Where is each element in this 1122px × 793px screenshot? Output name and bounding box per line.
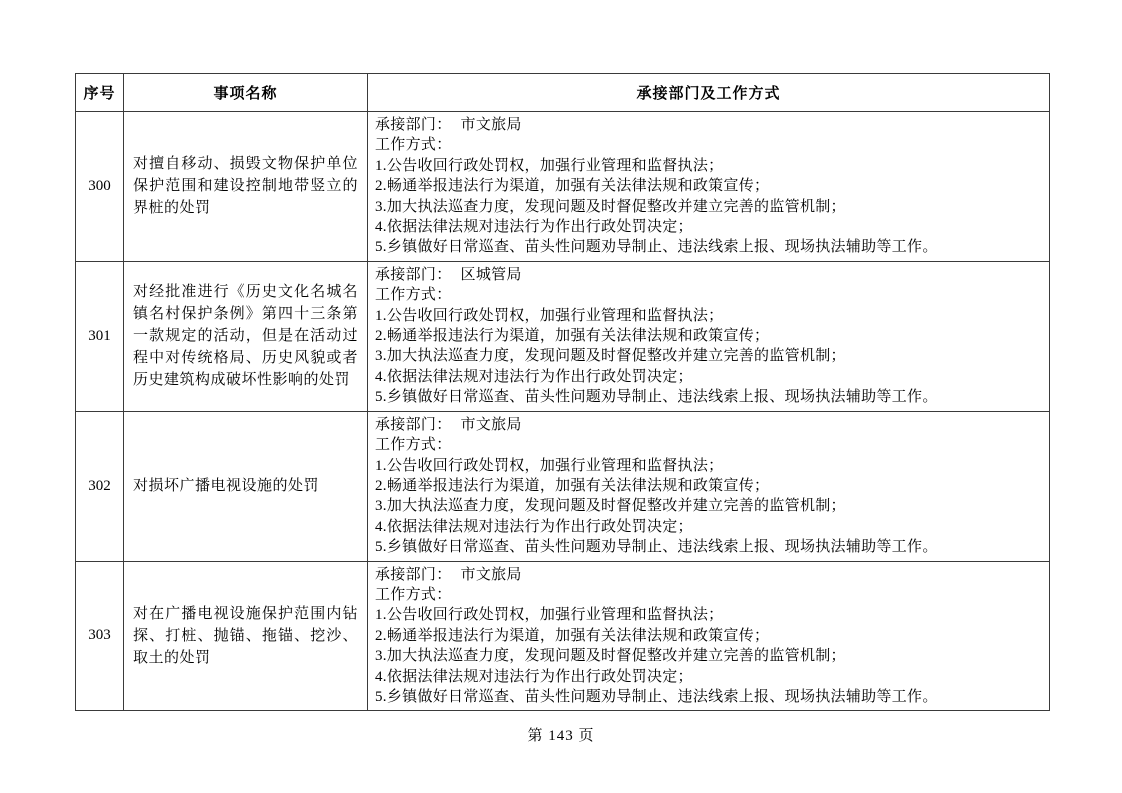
- work-method-label: 工作方式：: [375, 137, 452, 154]
- row-detail: [368, 561, 1050, 711]
- row-detail: [368, 112, 1050, 262]
- page-number: 第 143 页: [527, 728, 595, 744]
- row-serial: 302: [76, 411, 124, 561]
- work-method-item: 2.畅通举报违法行为渠道，加强有关法律法规和政策宣传；: [375, 178, 770, 195]
- work-method-item: 5.乡镇做好日常巡查、苗头性问题劝导制止、违法线索上报、现场执法辅助等工作。: [375, 239, 938, 256]
- table-row: [76, 112, 1050, 262]
- col-header-item-name: 事项名称: [124, 74, 368, 112]
- department-value: 市文旅局: [460, 566, 522, 583]
- department-label: 承接部门：: [375, 117, 452, 133]
- department-label: 承接部门：: [375, 416, 452, 433]
- row-detail: [368, 411, 1050, 561]
- work-method-item: 2.畅通举报违法行为渠道，加强有关法律法规和政策宣传；: [375, 328, 770, 345]
- work-method-item: 4.依据法律法规对违法行为作出行政处罚决定；: [375, 518, 693, 535]
- work-method-item: 1.公告收回行政处罚权，加强行业管理和监督执法；: [375, 157, 724, 174]
- department-value: 市文旅局: [460, 416, 522, 433]
- work-method-item: 5.乡镇做好日常巡查、苗头性问题劝导制止、违法线索上报、现场执法辅助等工作。: [375, 688, 938, 705]
- table-header-row: [76, 74, 1050, 112]
- work-method-item: 2.畅通举报违法行为渠道，加强有关法律法规和政策宣传；: [375, 627, 770, 644]
- work-method-label: 工作方式：: [375, 437, 452, 454]
- department-line: [375, 115, 1041, 135]
- row-detail: [368, 261, 1050, 411]
- table-row: [76, 261, 1050, 411]
- col-header-serial: 序号: [76, 74, 124, 112]
- table-row: [76, 561, 1050, 711]
- row-serial: 303: [76, 561, 124, 711]
- items-table: [75, 73, 1050, 711]
- work-method-item: 2.畅通举报违法行为渠道，加强有关法律法规和政策宣传；: [375, 477, 770, 494]
- department-line: [375, 265, 1041, 285]
- work-method-item: 4.依据法律法规对违法行为作出行政处罚决定；: [375, 368, 693, 385]
- work-method-item: 1.公告收回行政处罚权，加强行业管理和监督执法；: [375, 457, 724, 474]
- row-item-name: 对损坏广播电视设施的处罚: [124, 411, 368, 561]
- row-serial: 300: [76, 112, 124, 262]
- work-method-item: 1.公告收回行政处罚权，加强行业管理和监督执法；: [375, 307, 724, 324]
- col-header-department-method: 承接部门及工作方式: [368, 74, 1050, 112]
- department-label: 承接部门：: [375, 266, 452, 283]
- work-method-item: 4.依据法律法规对违法行为作出行政处罚决定；: [375, 219, 693, 236]
- department-value: 市文旅局: [460, 117, 522, 133]
- work-method-item: 1.公告收回行政处罚权，加强行业管理和监督执法；: [375, 607, 724, 624]
- row-item-name: 对经批准进行《历史文化名城名镇名村保护条例》第四十三条第一款规定的活动，但是在活动过程中对传统格局、历史风貌或者历史建筑构成破坏性影响的处罚: [124, 261, 368, 411]
- department-line: [375, 565, 1041, 585]
- department-value: 区城管局: [460, 266, 522, 283]
- work-method-item: 3.加大执法巡查力度，发现问题及时督促整改并建立完善的监管机制；: [375, 498, 846, 515]
- work-method-item: 4.依据法律法规对违法行为作出行政处罚决定；: [375, 668, 693, 685]
- work-method-item: 5.乡镇做好日常巡查、苗头性问题劝导制止、违法线索上报、现场执法辅助等工作。: [375, 539, 938, 556]
- work-method-label: 工作方式：: [375, 586, 452, 603]
- work-method-item: 5.乡镇做好日常巡查、苗头性问题劝导制止、违法线索上报、现场执法辅助等工作。: [375, 389, 938, 406]
- work-method-item: 3.加大执法巡查力度，发现问题及时督促整改并建立完善的监管机制；: [375, 198, 846, 215]
- work-method-item: 3.加大执法巡查力度，发现问题及时督促整改并建立完善的监管机制；: [375, 648, 846, 665]
- department-line: [375, 415, 1041, 435]
- row-serial: 301: [76, 261, 124, 411]
- work-method-item: 3.加大执法巡查力度，发现问题及时督促整改并建立完善的监管机制；: [375, 348, 846, 365]
- row-item-name: 对在广播电视设施保护范围内钻探、打桩、抛锚、拖锚、挖沙、取土的处罚: [124, 561, 368, 711]
- work-method-label: 工作方式：: [375, 287, 452, 304]
- table-row: [76, 411, 1050, 561]
- department-label: 承接部门：: [375, 566, 452, 583]
- row-item-name: 对擅自移动、损毁文物保护单位保护范围和建设控制地带竖立的界桩的处罚: [124, 112, 368, 262]
